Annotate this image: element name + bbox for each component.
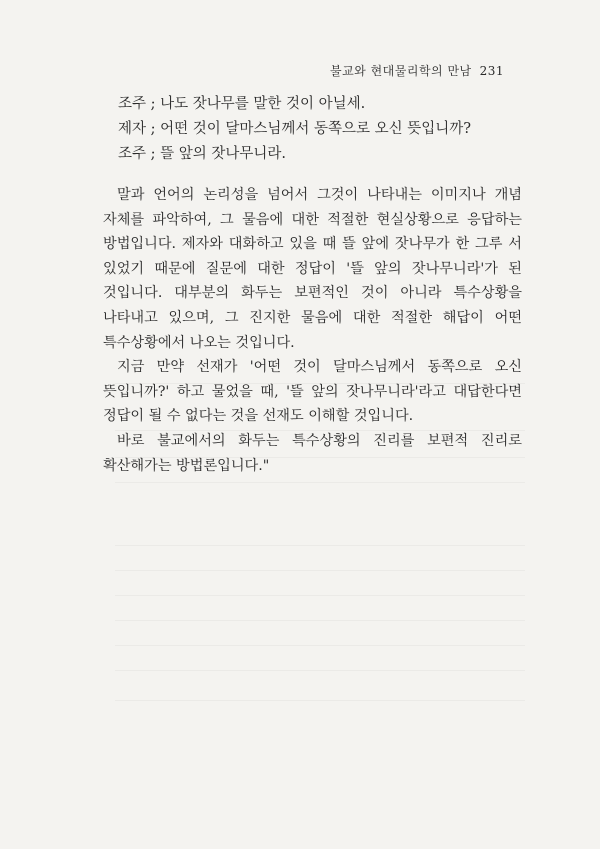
running-header: [330, 62, 505, 79]
show-through-line: [115, 482, 525, 483]
show-through-line: [115, 430, 525, 431]
show-through-line: [115, 670, 525, 671]
show-through-line: [115, 570, 525, 571]
show-through-line: [115, 595, 525, 596]
paragraph: 말과 언어의 논리성을 넘어서 그것이 나타내는 이미지나 개념 자체를 파악하여, 그 물음에 대한 적절한 현실상황으로 응답하는 방법입니다. 제자와 대화하고 있을 때 뜰 앞에 잣나무가 한 그루 서 있었기 때문에 질문에 대한 정답이 '뜰 앞의 잣나무니라'가 된 것입니다. 대부분의 화두는 보편적인 것이 아니라 특수상황을 나타내고 있으며, 그 진지한 물음에 대한 적절한 해답이 어떤 특수상황에서 나오는 것입니다.: [103, 187, 522, 351]
show-through-line: [115, 457, 525, 458]
dialogue-block: [118, 92, 538, 167]
show-through-line: [115, 620, 525, 621]
running-title: 불교와 현대물리학의 만남: [330, 64, 472, 78]
dialogue-line: 조주 ; 나도 잣나무를 말한 것이 아닐세.: [118, 96, 366, 112]
paragraph: 지금 만약 선재가 '어떤 것이 달마스님께서 동쪽으로 오신 뜻입니까?' 하고 물었을 때, '뜰 앞의 잣나무니라'라고 대답한다면 정답이 될 수 없다는 것을 선재도 이해할 것입니다.: [103, 359, 522, 425]
dialogue-line: 제자 ; 어떤 것이 달마스님께서 동쪽으로 오신 뜻입니까?: [118, 121, 472, 137]
show-through-line: [115, 645, 525, 646]
paragraph: 바로 불교에서의 화두는 특수상황의 진리를 보편적 진리로 확산해가는 방법론입니다.": [103, 432, 522, 474]
dialogue-line: 조주 ; 뜰 앞의 잣나무니라.: [118, 146, 287, 162]
show-through-line: [115, 545, 525, 546]
page-number: 231: [479, 64, 505, 78]
show-through-line: [115, 383, 525, 384]
show-through-line: [115, 700, 525, 701]
body-text: [103, 183, 522, 478]
